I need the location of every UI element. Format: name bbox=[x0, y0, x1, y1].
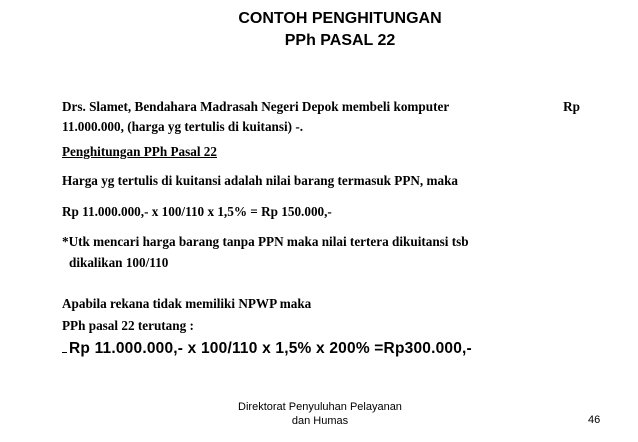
npwp-formula: Rp 11.000.000,- x 100/110 x 1,5% x 200% =Rp300.000,- bbox=[69, 340, 472, 357]
note-line-2: dikalikan 100/110 bbox=[69, 255, 169, 270]
footer-line-1: Direktorat Penyuluhan Pelayanan bbox=[238, 401, 402, 413]
intro-line-1-rp: Rp bbox=[563, 99, 580, 114]
footer bbox=[210, 400, 430, 428]
section-heading: Penghitungan PPh Pasal 22 bbox=[62, 144, 217, 159]
npwp-line-2: PPh pasal 22 terutang : bbox=[62, 318, 194, 333]
slide-title bbox=[170, 8, 510, 52]
page-number: 46 bbox=[588, 414, 601, 426]
npwp-line-1: Apabila rekana tidak memiliki NPWP maka bbox=[62, 296, 312, 311]
calc-line-2: Rp 11.000.000,- x 100/110 x 1,5% = Rp 150.000,- bbox=[62, 204, 332, 219]
title-line-2: PPh PASAL 22 bbox=[284, 32, 396, 49]
npwp-formula-row bbox=[62, 340, 472, 358]
intro-paragraph bbox=[62, 97, 580, 137]
intro-line-1-text: Drs. Slamet, Bendahara Madrasah Negeri Depok membeli komputer bbox=[62, 99, 450, 114]
formula-underline-mark bbox=[62, 340, 67, 353]
note-line-1: *Utk mencari harga barang tanpa PPN maka nilai tertera dikuitansi tsb bbox=[62, 234, 469, 249]
intro-line-1 bbox=[62, 97, 580, 117]
footer-line-2: dan Humas bbox=[291, 415, 349, 427]
calc-line-1: Harga yg tertulis di kuitansi adalah nilai barang termasuk PPN, maka bbox=[62, 173, 459, 188]
intro-line-2: 11.000.000, (harga yg tertulis di kuitansi) -. bbox=[62, 119, 304, 134]
title-line-1: CONTOH PENGHITUNGAN bbox=[238, 10, 442, 27]
